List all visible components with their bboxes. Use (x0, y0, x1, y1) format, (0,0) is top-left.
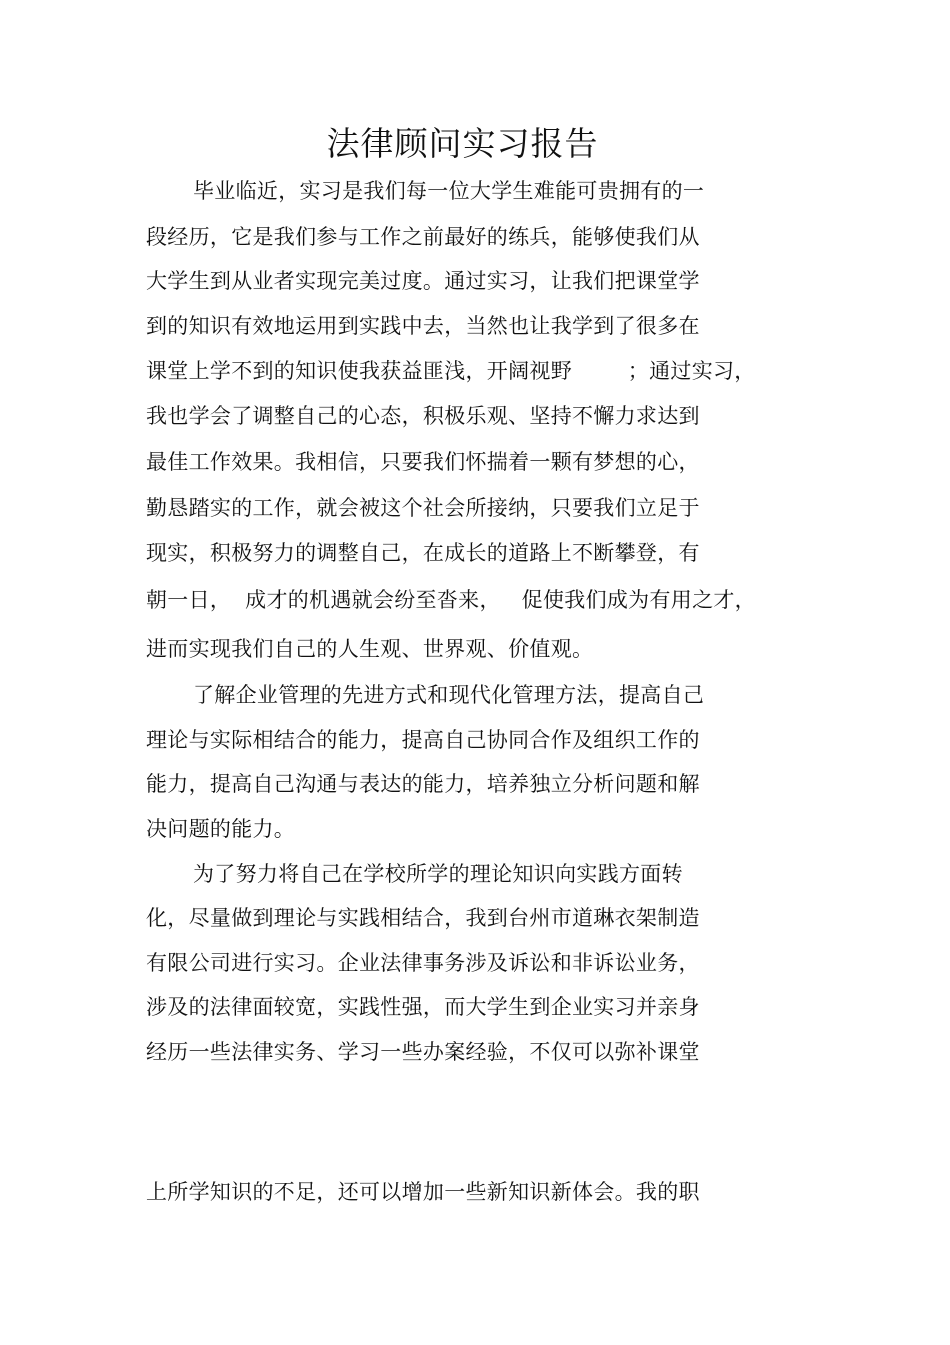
text-line: 我也学会了调整自己的心态，积极乐观、坚持不懈力求达到 (146, 404, 700, 428)
document-title: 法律顾问实习报告 (326, 124, 599, 163)
text-line: 为了努力将自己在学校所学的理论知识向实践方面转 (193, 862, 683, 886)
text-line: 有限公司进行实习。企业法律事务涉及诉讼和非诉讼业务， (146, 951, 700, 975)
text-line: 进而实现我们自己的人生观、世界观、价值观。 (146, 637, 594, 661)
text-line: 大学生到从业者实现完美过度。通过实习，让我们把课堂学 (146, 269, 700, 293)
text-line: 决问题的能力。 (146, 817, 296, 841)
text-line: 课堂上学不到的知识使我获益匪浅，开阔视野 ；通过实习， (146, 359, 756, 383)
text-line: 经历一些法律实务、学习一些办案经验，不仅可以弥补课堂 (146, 1040, 700, 1064)
text-line: 毕业临近，实习是我们每一位大学生难能可贵拥有的一 (193, 179, 705, 203)
text-line: 上所学知识的不足，还可以增加一些新知识新体会。我的职 (146, 1180, 700, 1204)
text-line: 了解企业管理的先进方式和现代化管理方法，提高自己 (193, 683, 705, 707)
text-line: 理论与实际相结合的能力，提高自己协同合作及组织工作的 (146, 728, 700, 752)
text-line: 段经历，它是我们参与工作之前最好的练兵，能够使我们从 (146, 225, 700, 249)
text-line: 现实，积极努力的调整自己，在成长的道路上不断攀登，有 (146, 541, 700, 565)
text-line: 能力，提高自己沟通与表达的能力，培养独立分析问题和解 (146, 772, 700, 796)
text-line: 最佳工作效果。我相信，只要我们怀揣着一颗有梦想的心， (146, 450, 700, 474)
text-line: 涉及的法律面较宽，实践性强，而大学生到企业实习并亲身 (146, 995, 700, 1019)
text-line: 到的知识有效地运用到实践中去，当然也让我学到了很多在 (146, 314, 700, 338)
text-line: 化，尽量做到理论与实践相结合，我到台州市道琳衣架制造 (146, 906, 700, 930)
text-line: 朝一日， 成才的机遇就会纷至沓来， 促使我们成为有用之才， (146, 588, 756, 612)
text-line: 勤恳踏实的工作，就会被这个社会所接纳，只要我们立足于 (146, 496, 700, 520)
